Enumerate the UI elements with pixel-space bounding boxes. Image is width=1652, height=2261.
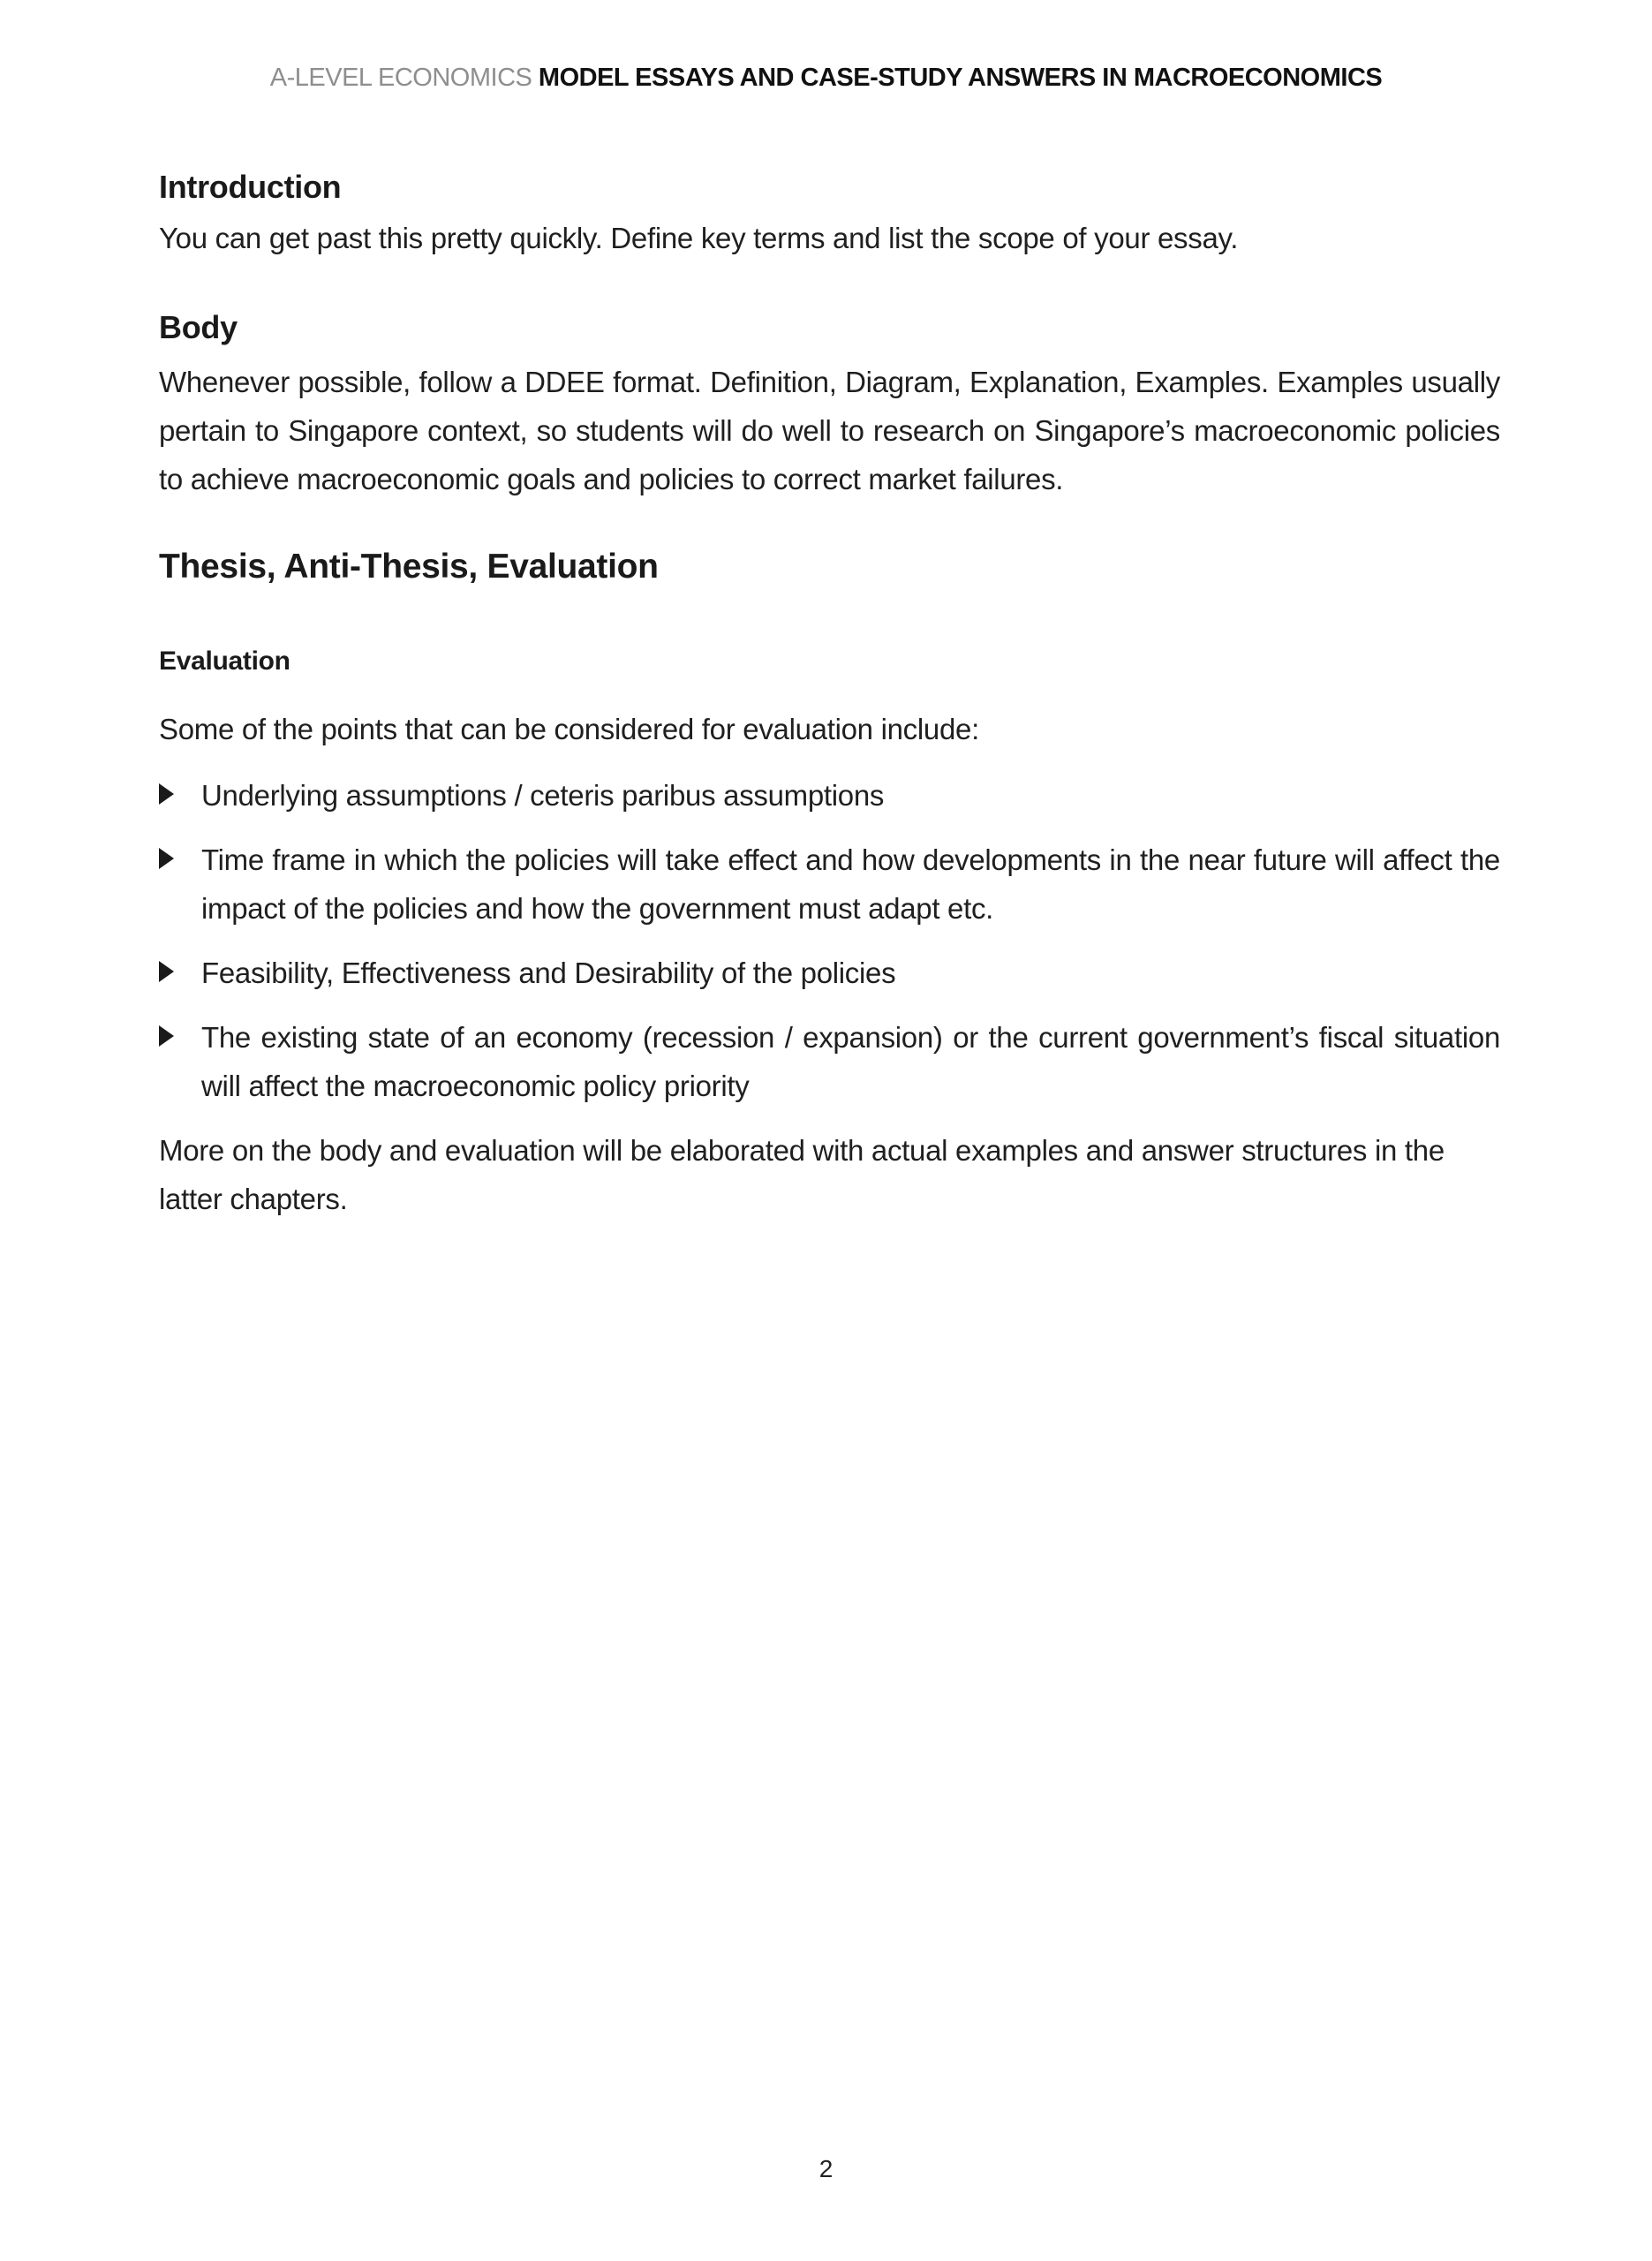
section-heading-introduction: Introduction	[159, 169, 342, 205]
triangle-bullet-icon	[159, 771, 201, 805]
triangle-bullet-icon	[159, 836, 201, 869]
section-heading-body: Body	[159, 309, 238, 345]
subsection-heading-evaluation: Evaluation	[159, 647, 290, 676]
closing-paragraph: More on the body and evaluation will be elaborated with actual examples and answer structures in the latter chapters.	[159, 1134, 1445, 1215]
header-book-series: A-LEVEL ECONOMICS	[269, 64, 539, 92]
body-paragraph: Whenever possible, follow a DDEE format. Definition, Diagram, Explanation, Examples. Examples usually pertain to Singapore context, so students will do well to research on Singapore’s macroeconomic policies to achieve macroeconomic goals and policies to correct market failures.	[159, 366, 1500, 495]
bullet-item-text: Feasibility, Effectiveness and Desirability of the policies	[201, 957, 896, 989]
running-header	[0, 0, 1652, 94]
bullet-item-text: Underlying assumptions / ceteris paribus assumptions	[201, 779, 885, 812]
bullet-item-text: Time frame in which the policies will take effect and how developments in the near future will affect the impact of the policies and how the government must adapt etc.	[201, 843, 1500, 925]
triangle-bullet-icon	[159, 949, 201, 982]
page-number: 2	[818, 2155, 834, 2182]
page-content	[0, 168, 1652, 1223]
bullet-item	[159, 771, 1500, 820]
evaluation-intro-paragraph: Some of the points that can be considered for evaluation include:	[159, 713, 979, 745]
triangle-bullet-icon	[159, 1013, 201, 1047]
evaluation-bullet-list	[159, 771, 1500, 1110]
bullet-item	[159, 949, 1500, 997]
section-heading-thesis-antithesis-evaluation: Thesis, Anti-Thesis, Evaluation	[159, 548, 659, 586]
header-book-title: MODEL ESSAYS AND CASE-STUDY ANSWERS IN MACROECONOMICS	[538, 64, 1383, 92]
bullet-item-text: The existing state of an economy (recession / expansion) or the current government’s fiscal situation will affect the macroeconomic policy priority	[201, 1021, 1500, 1102]
introduction-paragraph: You can get past this pretty quickly. Define key terms and list the scope of your essay.	[159, 222, 1239, 254]
bullet-item	[159, 836, 1500, 933]
bullet-item	[159, 1013, 1500, 1110]
